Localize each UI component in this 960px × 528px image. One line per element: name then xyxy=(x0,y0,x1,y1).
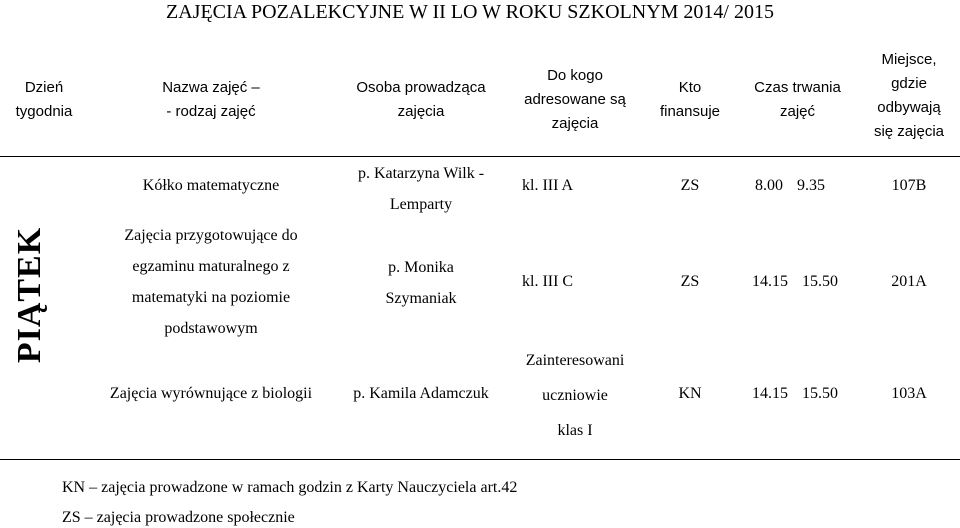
audience-line: uczniowie xyxy=(542,387,608,404)
table-row-2-teacher xyxy=(336,252,506,314)
header-funding-line: finansuje xyxy=(659,103,721,120)
table-row-2-name xyxy=(96,220,326,344)
activity-name-line: egzaminu maturalnego z xyxy=(132,258,290,275)
header-audience-line: Do kogo xyxy=(547,67,603,84)
table-row-2-time: 14.15 15.50 xyxy=(752,273,838,290)
audience-line: kl. III A xyxy=(522,177,574,194)
header-duration-line: Czas trwania xyxy=(754,79,841,96)
header-place-line: odbywają xyxy=(877,99,941,116)
table-row-1-audience xyxy=(520,170,642,201)
teacher-line: Szymaniak xyxy=(385,290,457,307)
teacher-line: p. Monika xyxy=(388,259,454,276)
table-row-1-funding: ZS xyxy=(680,177,700,194)
table-row-3-room: 103A xyxy=(891,385,927,402)
header-day xyxy=(0,76,88,124)
table-row-3-time: 14.15 15.50 xyxy=(752,385,838,402)
audience-line: Zainteresowani xyxy=(525,352,625,369)
header-day-line: Dzień xyxy=(24,79,64,96)
table-row-1-name xyxy=(96,170,326,201)
header-audience-line: zajęcia xyxy=(551,115,599,132)
header-divider xyxy=(0,156,960,157)
teacher-line: p. Kamila Adamczuk xyxy=(353,385,489,402)
header-place-line: się zajęcia xyxy=(873,123,945,140)
table-bottom-divider xyxy=(0,459,960,460)
table-row-2-audience xyxy=(520,266,642,297)
audience-line: klas I xyxy=(557,422,593,439)
header-activity-name xyxy=(96,76,326,124)
header-place xyxy=(858,48,960,144)
teacher-line: Lemparty xyxy=(389,196,453,213)
header-teacher-line: zajęcia xyxy=(397,103,445,120)
day-label xyxy=(8,220,52,370)
activity-name-line: matematyki na poziomie xyxy=(131,289,291,306)
activity-name-line: Zajęcia przygotowujące do xyxy=(124,227,298,244)
table-row-3-audience xyxy=(505,343,645,448)
table-row-1-teacher xyxy=(336,158,506,220)
header-audience-line: adresowane są xyxy=(524,91,626,108)
activity-name-line: Zajęcia wyrównujące z biologii xyxy=(109,385,313,402)
header-audience xyxy=(505,64,645,136)
table-row-3-name xyxy=(80,378,342,409)
header-teacher xyxy=(336,76,506,124)
header-activity-name-line: Nazwa zajęć – xyxy=(162,79,260,96)
header-duration xyxy=(740,76,855,124)
header-day-line: tygodnia xyxy=(15,103,73,120)
page-title: ZAJĘCIA POZALEKCYJNE W II LO W ROKU SZKOLNYM 2014/ 2015 xyxy=(166,1,774,23)
activity-name-line: Kółko matematyczne xyxy=(142,177,280,194)
legend-note-kn: KN – zajęcia prowadzone w ramach godzin z Karty Nauczyciela art.42 xyxy=(62,479,518,496)
legend-note-zs: ZS – zajęcia prowadzone społecznie xyxy=(62,509,295,526)
table-row-3-teacher xyxy=(336,378,506,409)
header-funding xyxy=(645,76,735,124)
header-funding-line: Kto xyxy=(678,79,702,96)
table-row-2-funding: ZS xyxy=(680,273,700,290)
teacher-line: p. Katarzyna Wilk - xyxy=(357,165,485,182)
table-row-2-room: 201A xyxy=(891,273,927,290)
table-row-1-room: 107B xyxy=(891,177,927,194)
audience-line: kl. III C xyxy=(522,273,574,290)
header-teacher-line: Osoba prowadząca xyxy=(356,79,486,96)
day-label-text: PIĄTEK xyxy=(11,226,49,364)
header-duration-line: zajęć xyxy=(779,103,816,120)
header-place-line: gdzie xyxy=(891,75,927,92)
header-activity-name-line: - rodzaj zajęć xyxy=(166,103,256,120)
table-row-1-time: 8.00 9.35 xyxy=(755,177,825,194)
table-row-3-funding: KN xyxy=(678,385,702,402)
header-place-line: Miejsce, xyxy=(881,51,937,68)
activity-name-line: podstawowym xyxy=(164,320,258,337)
